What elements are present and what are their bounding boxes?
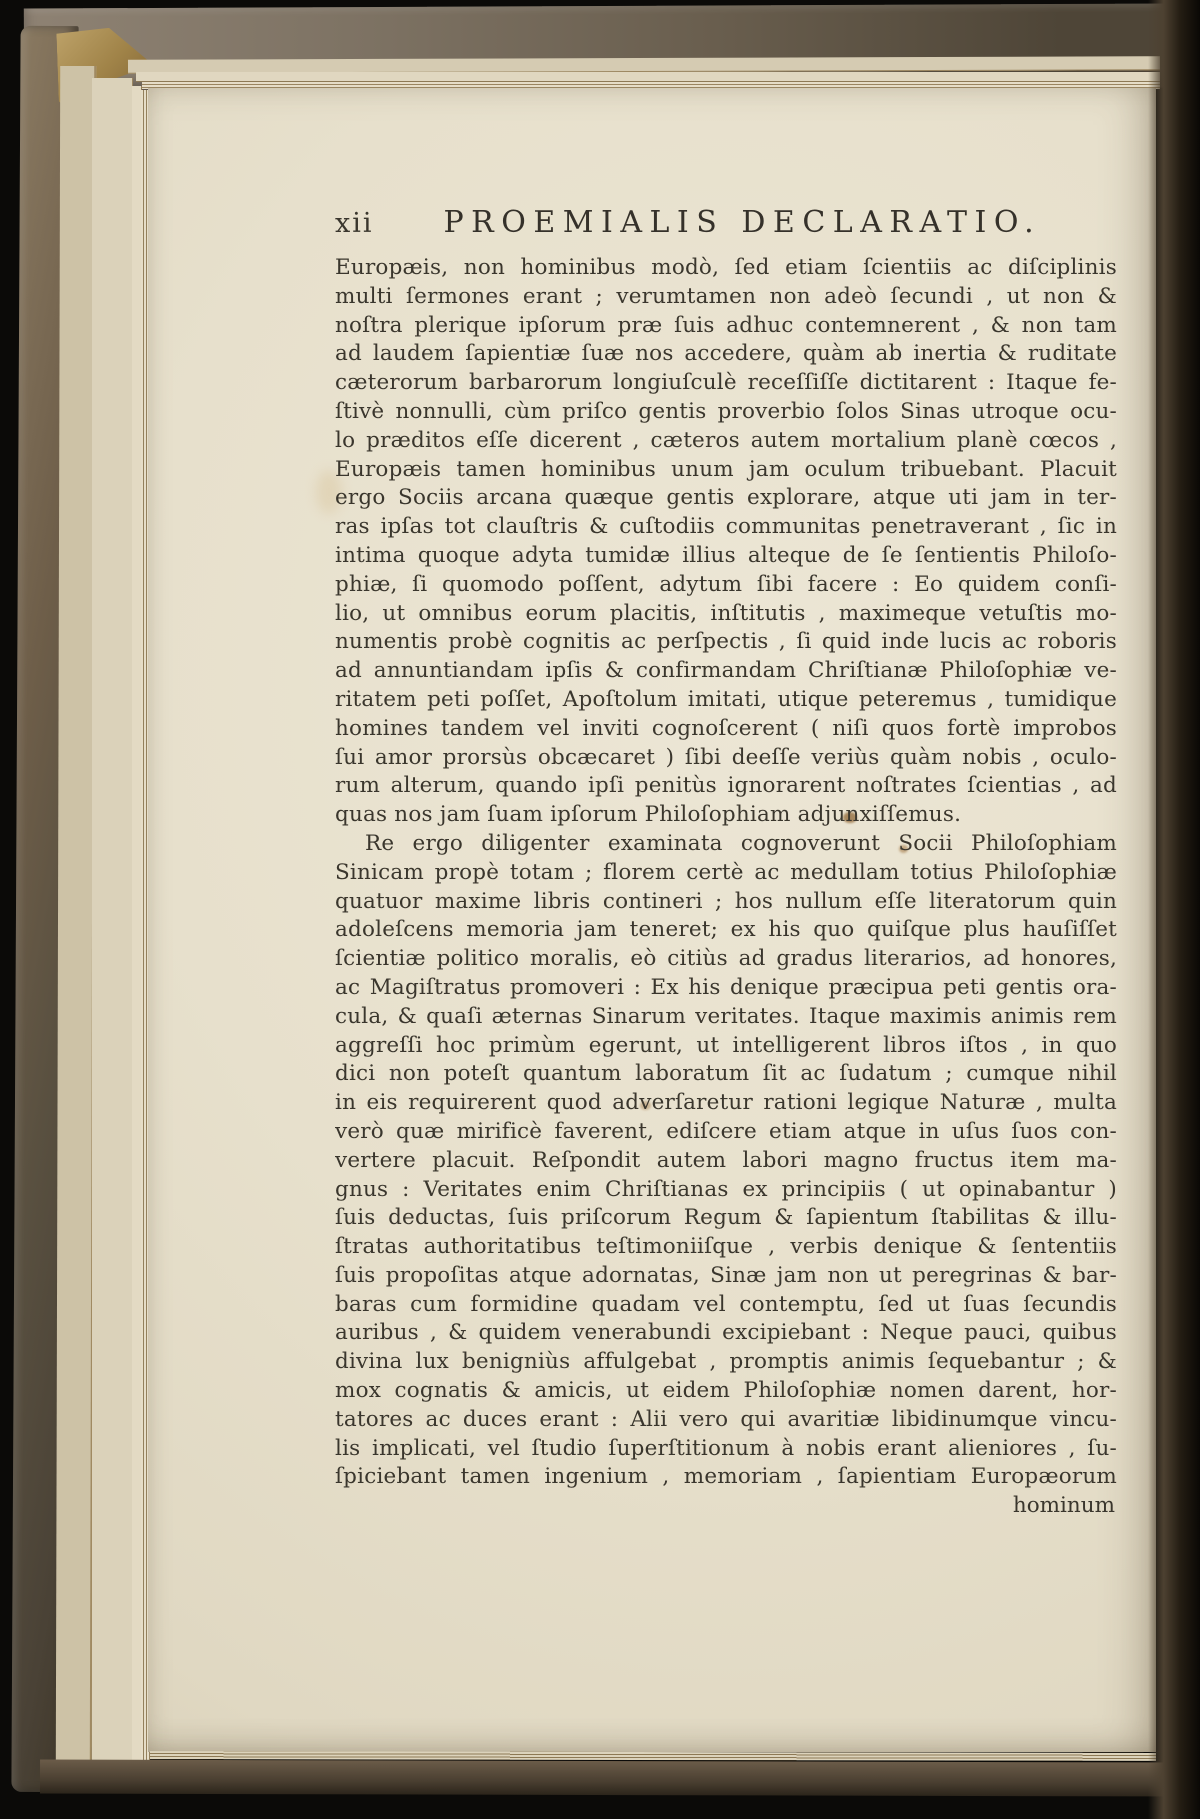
body-line: ad annuntiandam ipſis & confirmandam Chriſtianæ Philoſophiæ ve-: [335, 658, 1117, 684]
body-line: verò quæ mirificè faverent, ediſcere etiam atque in uſus ſuos con-: [335, 1118, 1117, 1144]
body-line: mox cognatis & amicis, ut eidem Philoſophiæ nomen darent, hor-: [335, 1378, 1117, 1404]
body-line: dici non poteſt quantum laboratum ſit ac ſudatum ; cumque nihil: [335, 1061, 1117, 1087]
catchword: hominum: [1012, 1493, 1115, 1519]
body-line: lio, ut omnibus eorum placitis, inſtitutis , maximeque vetuſtis mo-: [335, 600, 1117, 626]
body-line: cæterorum barbarorum longiuſculè receſſiſſe dictitarent : Itaque fe-: [335, 370, 1117, 396]
body-line: ras ipſas tot clauſtris & cuſtodiis communitas penetraverant , ſic in: [335, 514, 1117, 540]
page-stack-edge: [92, 78, 133, 1768]
body-line: auribus , & quidem venerabundi excipiebant : Neque pauci, quibus: [335, 1320, 1117, 1346]
body-line: Sinicam propè totam ; florem certè ac medullam totius Philoſophiæ: [335, 859, 1117, 885]
body-text: [335, 254, 1117, 1492]
body-line: ſui amor prorsùs obcæcaret ) ſibi deeſſe veriùs quàm nobis , oculo-: [335, 744, 1117, 770]
body-line: ſcientiæ politico moralis, eò citiùs ad gradus literarios, ad honores,: [335, 946, 1117, 972]
body-line: ac Magiſtratus promoveri : Ex his denique præcipua peti gentis ora-: [335, 974, 1117, 1000]
body-line: ſuis deductas, ſuis priſcorum Regum & ſapientum ſtabilitas & illu-: [335, 1205, 1117, 1231]
page-stack-top-edge: [136, 72, 1160, 82]
page-number: xii: [335, 208, 374, 239]
body-line: Europæis tamen hominibus unum jam oculum tribuebant. Placuit: [335, 456, 1117, 482]
page-header: [335, 205, 1117, 251]
body-line: multi ſermones erant ; verumtamen non adeò ſecundi , ut non &: [335, 283, 1117, 309]
body-line: adoleſcens memoria jam teneret; ex his quo quiſque plus hauſiſſet: [335, 917, 1117, 943]
body-line: numentis probè cognitis ac perſpectis , ſi quid inde lucis ac roboris: [335, 629, 1117, 655]
body-line: Europæis, non hominibus modò, ſed etiam ſcientiis ac diſciplinis: [335, 255, 1117, 280]
body-line: in eis requirerent quod adverſaretur rationi legique Naturæ , multa: [335, 1090, 1117, 1116]
body-line: quas nos jam ſuam ipſorum Philoſophiam adjunxiſſemus.: [335, 802, 962, 828]
body-line: ergo Sociis arcana quæque gentis explorare, atque uti jam in ter-: [335, 485, 1117, 511]
book-cover-bottom-edge: [40, 1760, 1172, 1797]
body-line: lo præditos eſſe dicerent , cæteros autem mortalium planè cœcos ,: [335, 427, 1117, 453]
body-line: ſpiciebant tamen ingenium , memoriam , ſapientiam Europæorum: [335, 1464, 1117, 1490]
body-line: lis implicati, vel ſtudio ſuperſtitionum à nobis erant alieniores , ſu-: [335, 1435, 1117, 1461]
body-line: ritatem peti poſſet, Apoſtolum imitati, utique peteremus , tumidique: [335, 686, 1117, 712]
body-line: ſtratas authoritatibus teſtimoniiſque , verbis denique & ſententiis: [335, 1234, 1117, 1260]
body-line: homines tandem vel inviti cognoſcerent ( niſi quos fortè improbos: [335, 715, 1117, 741]
book-page: [148, 88, 1156, 1752]
body-line: rum alterum, quando ipſi penitùs ignorarent noſtrates ſcientias , ad: [335, 773, 1117, 799]
body-line: noſtra plerique ipſorum præ ſuis adhuc contemnerent , & non tam: [335, 312, 1117, 338]
body-line: vertere placuit. Reſpondit autem labori magno fructus item ma-: [335, 1147, 1117, 1173]
body-line: aggreſſi hoc primùm egerunt, ut intelligerent libros iſtos , in quo: [335, 1032, 1117, 1058]
body-line: quatuor maxime libris contineri ; hos nullum eſſe literatorum quin: [335, 888, 1117, 914]
page-stack-edge: [56, 66, 96, 1772]
body-line: baras cum formidine quadam vel contemptu, ſed ut ſuas ſecundis: [335, 1291, 1117, 1317]
binding-gutter-shadow: [1148, 0, 1200, 1819]
body-line: cula, & quaſi æternas Sinarum veritates. Itaque maximis animis rem: [335, 1003, 1117, 1029]
body-line: ſtivè nonnulli, cùm priſco gentis proverbio ſolos Sinas utroque ocu-: [335, 398, 1117, 424]
body-line: gnus : Veritates enim Chriſtianas ex principiis ( ut opinabantur ): [335, 1176, 1117, 1202]
body-line: ad laudem ſapientiæ ſuæ nos accedere, quàm ab inertia & ruditate: [335, 341, 1117, 367]
body-line: phiæ, ſi quomodo poſſent, adytum ſibi facere : Eo quidem conſi-: [335, 571, 1117, 597]
catchword-row: [335, 1492, 1117, 1521]
running-title: PROEMIALIS DECLARATIO.: [443, 205, 1042, 240]
body-line: ſuis propoſitas atque adornatas, Sinæ jam non ut peregrinas & bar-: [335, 1262, 1117, 1288]
text-block: [335, 205, 1117, 1521]
body-line: tatores ac duces erant : Alii vero qui avaritiæ libidinumque vincu-: [335, 1406, 1117, 1432]
body-line: intima quoque adyta tumidæ illius alteque de ſe ſentientis Philoſo-: [335, 542, 1117, 568]
body-line: Re ergo diligenter examinata cognoverunt Socii Philoſophiam: [365, 830, 1117, 856]
body-line: divina lux benigniùs affulgebat , promptis animis ſequebantur ; &: [335, 1349, 1117, 1375]
